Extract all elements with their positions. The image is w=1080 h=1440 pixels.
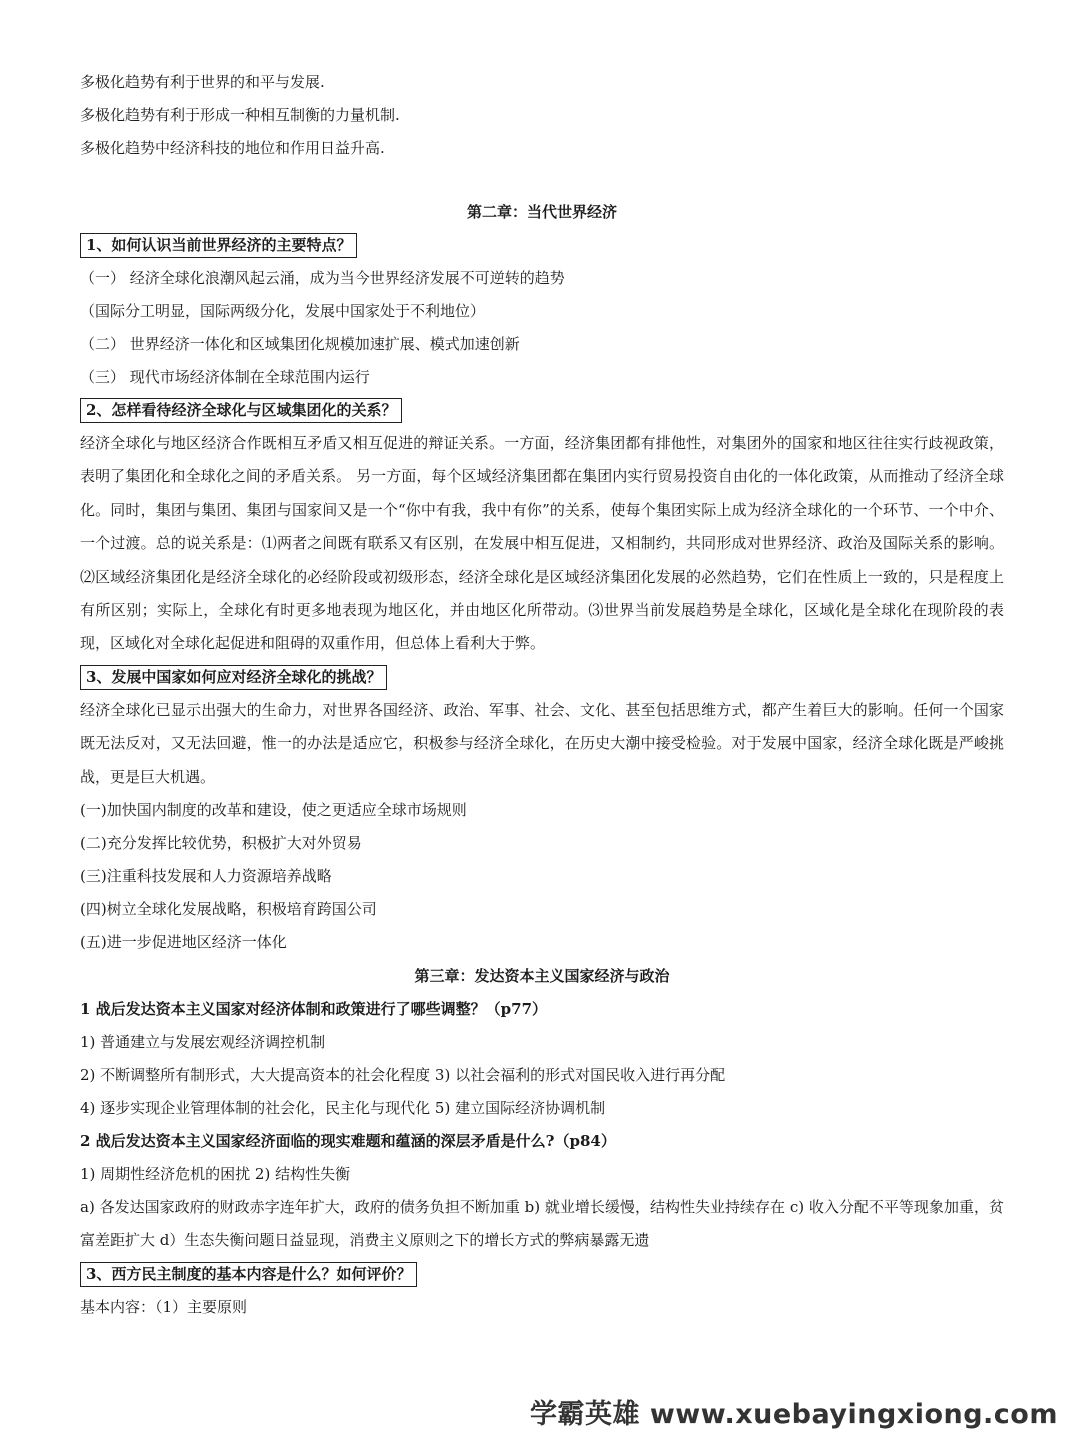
chapter-3-title: 第三章：发达资本主义国家经济与政治 [414, 967, 670, 986]
ch2-q3-paragraph: 经济全球化已显示出强大的生命力，对世界各国经济、政治、军事、社会、文化、甚至包括思维方式，都产生着巨大的影响。任何一个国家既无法反对，又无法回避，惟一的办法是适应它，积极参与经济全球化，在历史大潮中接受检验。对于发展中国家，经济全球化既是严峻挑战，更是巨大机遇。 [80, 700, 1004, 786]
section-gap [80, 165, 1004, 195]
ch2-q3-title: 3、发展中国家如何应对经济全球化的挑战？ [80, 665, 387, 690]
ch2-q3-line-5: (五)进一步促进地区经济一体化 [80, 933, 287, 952]
ch3-q3-heading [80, 1258, 1004, 1291]
ch2-q3-heading [80, 661, 1004, 694]
ch3-q3-line-1: 基本内容：（1）主要原则 [80, 1297, 248, 1316]
ch3-q2-paragraph: a) 各发达国家政府的财政赤字连年扩大，政府的债务负担不断加重 b) 就业增长缓慢，结构性失业持续存在 c) 收入分配不平等现象加重，贫富差距扩大 d）生态失衡问题日益显现，消费主义原则之下的增长方式的弊病暴露无遗 [80, 1198, 1004, 1250]
ch3-q2-title: 2 战后发达资本主义国家经济面临的现实难题和蕴涵的深层矛盾是什么?（p84） [80, 1132, 616, 1151]
ch2-q1-line-2: （国际分工明显，国际两级分化，发展中国家处于不利地位） [80, 302, 486, 320]
ch3-q1-line-1: 1) 普通建立与发展宏观经济调控机制 [80, 1033, 326, 1052]
ch2-q2-heading [80, 394, 1004, 427]
chapter-2-title: 第二章：当代世界经济 [466, 203, 617, 221]
site-watermark: 学霸英雄 www.xuebayingxiong.com [529, 1399, 1058, 1430]
ch2-q1-line-4: （三） 现代市场经济体制在全球范围内运行 [80, 368, 370, 386]
document-page [80, 66, 1004, 1324]
ch3-q1-line-2: 2) 不断调整所有制形式，大大提高资本的社会化程度 3) 以社会福利的形式对国民收入进行再分配 [80, 1066, 726, 1085]
ch2-q3-line-1: (一)加快国内制度的改革和建设，使之更适应全球市场规则 [80, 801, 467, 820]
ch2-q1-title: 1、如何认识当前世界经济的主要特点？ [80, 233, 357, 258]
intro-line-1: 多极化趋势有利于世界的和平与发展. [80, 73, 325, 91]
ch2-q1-heading [80, 229, 1004, 262]
ch3-q3-title: 3、西方民主制度的基本内容是什么？如何评价？ [80, 1262, 417, 1287]
ch2-q3-line-2: (二)充分发挥比较优势，积极扩大对外贸易 [80, 834, 362, 853]
ch2-q1-line-1: （一） 经济全球化浪潮风起云涌，成为当今世界经济发展不可逆转的趋势 [80, 269, 565, 287]
ch2-q2-title: 2、怎样看待经济全球化与区域集团化的关系？ [80, 398, 402, 423]
ch3-q1-line-3: 4) 逐步实现企业管理体制的社会化，民主化与现代化 5) 建立国际经济协调机制 [80, 1099, 606, 1118]
ch3-q1-title: 1 战后发达资本主义国家对经济体制和政策进行了哪些调整？（p77） [80, 1000, 548, 1019]
ch2-q1-line-3: （二） 世界经济一体化和区域集团化规模加速扩展、模式加速创新 [80, 335, 520, 353]
intro-line-2: 多极化趋势有利于形成一种相互制衡的力量机制. [80, 106, 400, 124]
ch2-q3-line-3: (三)注重科技发展和人力资源培养战略 [80, 867, 332, 886]
ch2-q3-line-4: (四)树立全球化发展战略，积极培育跨国公司 [80, 900, 377, 919]
intro-line-3: 多极化趋势中经济科技的地位和作用日益升高. [80, 139, 385, 157]
ch3-q2-line-1: 1) 周期性经济危机的困扰 2) 结构性失衡 [80, 1165, 351, 1184]
ch2-q2-paragraph: 经济全球化与地区经济合作既相互矛盾又相互促进的辩证关系。一方面，经济集团都有排他性，对集团外的国家和地区往往实行歧视政策，表明了集团化和全球化之间的矛盾关系。 另一方面，每个区域经济集团都在集团内实行贸易投资自由化的一体化政策，从而推动了经济全球化。同时，集团与集团、集团与国家间又是一个“你中有我，我中有你”的关系，使每个集团实际上成为经济全球化的一个环节、一个中介、一个过渡。总的说关系是：⑴两者之间既有联系又有区别，在发展中相互促进，又相制约，共同形成对世界经济、政治及国际关系的影响。⑵区域经济集团化是经济全球化的必经阶段或初级形态，经济全球化是区域经济集团化发展的必然趋势，它们在性质上一致的，只是程度上有所区别；实际上，全球化有时更多地表现为地区化，并由地区化所带动。⑶世界当前发展趋势是全球化，区域化是全球化在现阶段的表现，区域化对全球化起促进和阻碍的双重作用，但总体上看利大于弊。 [80, 434, 1004, 653]
